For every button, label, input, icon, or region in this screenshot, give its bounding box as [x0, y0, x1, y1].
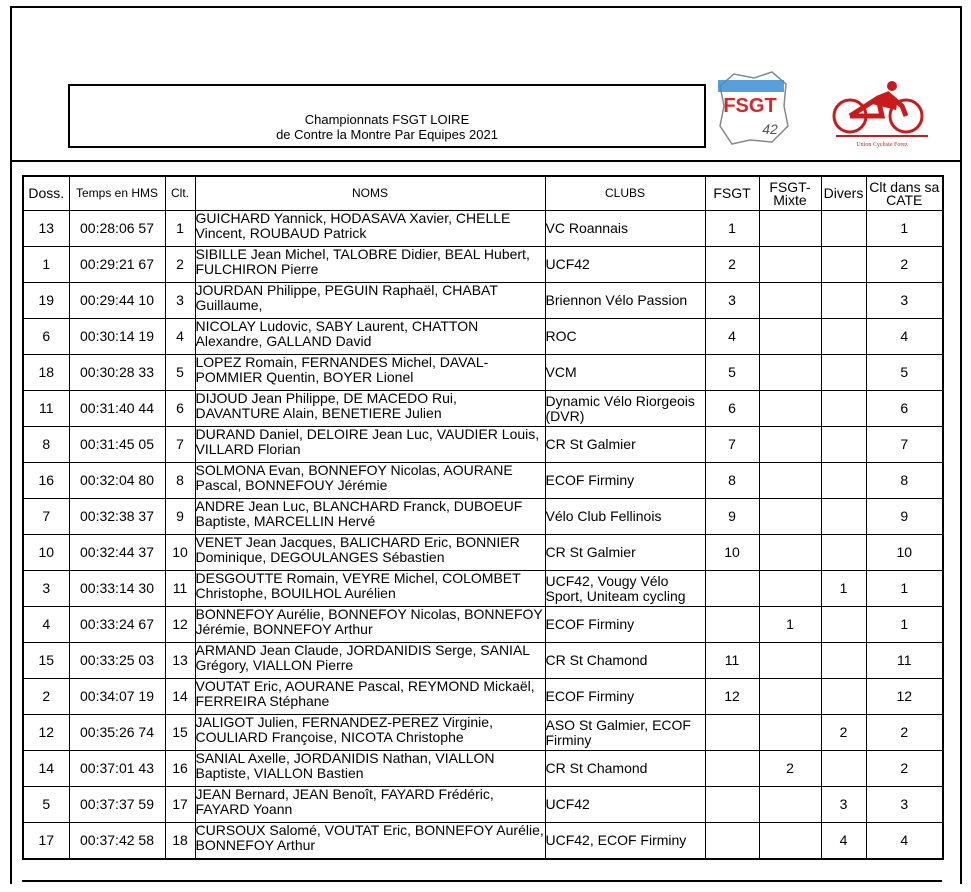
cell-noms: ANDRE Jean Luc, BLANCHARD Franck, DUBOEUF Baptiste, MARCELLIN Hervé — [195, 499, 545, 535]
table-row — [23, 787, 943, 823]
fsgt-logo — [714, 66, 792, 148]
cell-noms: JEAN Bernard, JEAN Benoît, FAYARD Frédéric, FAYARD Yoann — [195, 787, 545, 823]
table-row — [23, 427, 943, 463]
cell-fsgt-mixte — [759, 715, 821, 751]
cell-noms: LOPEZ Romain, FERNANDES Michel, DAVAL-POMMIER Quentin, BOYER Lionel — [195, 355, 545, 391]
cell-fsgt-mixte — [759, 643, 821, 679]
cell-doss: 5 — [23, 787, 69, 823]
cell-clt: 5 — [165, 355, 195, 391]
cell-fsgt-mixte — [759, 211, 821, 247]
cell-fsgt-mixte — [759, 679, 821, 715]
ucf-logo — [828, 76, 934, 150]
cell-cate: 8 — [866, 463, 943, 499]
cell-doss: 6 — [23, 319, 69, 355]
cell-club: Briennon Vélo Passion — [545, 283, 705, 319]
bottom-border — [22, 880, 942, 882]
cell-club: UCF42 — [545, 247, 705, 283]
cell-divers — [821, 427, 866, 463]
table-row — [23, 679, 943, 715]
cell-cate: 1 — [866, 211, 943, 247]
cell-fsgt: 6 — [705, 391, 759, 427]
cell-fsgt: 3 — [705, 283, 759, 319]
cell-fsgt-mixte — [759, 391, 821, 427]
cell-noms: DIJOUD Jean Philippe, DE MACEDO Rui, DAVANTURE Alain, BENETIERE Julien — [195, 391, 545, 427]
cell-divers — [821, 355, 866, 391]
cell-club: Vélo Club Fellinois — [545, 499, 705, 535]
title-line-1: Championnats FSGT LOIRE — [304, 112, 470, 127]
cell-club: CR St Chamond — [545, 643, 705, 679]
cell-temps: 00:32:04 80 — [69, 463, 165, 499]
cell-cate: 3 — [866, 283, 943, 319]
fsgt-logo-text: FSGT — [723, 95, 777, 117]
table-row — [23, 355, 943, 391]
cell-divers — [821, 391, 866, 427]
cell-temps: 00:29:21 67 — [69, 247, 165, 283]
cell-noms: VOUTAT Eric, AOURANE Pascal, REYMOND Mickaël, FERREIRA Stéphane — [195, 679, 545, 715]
cell-doss: 4 — [23, 607, 69, 643]
title-line-2: de Contre la Montre Par Equipes 2021 — [276, 127, 498, 142]
table-row — [23, 715, 943, 751]
cell-clt: 8 — [165, 463, 195, 499]
cell-fsgt: 9 — [705, 499, 759, 535]
cell-cate: 1 — [866, 607, 943, 643]
cell-noms: GUICHARD Yannick, HODASAVA Xavier, CHELLE Vincent, ROUBAUD Patrick — [195, 211, 545, 247]
cell-noms: BONNEFOY Aurélie, BONNEFOY Nicolas, BONNEFOY Jérémie, BONNEFOY Arthur — [195, 607, 545, 643]
cell-cate: 2 — [866, 715, 943, 751]
cell-fsgt-mixte — [759, 319, 821, 355]
cell-club: ROC — [545, 319, 705, 355]
table-row — [23, 571, 943, 607]
cell-doss: 2 — [23, 679, 69, 715]
cell-divers — [821, 643, 866, 679]
fsgt-logo-number: 42 — [762, 121, 778, 137]
cell-temps: 00:32:38 37 — [69, 499, 165, 535]
cell-fsgt: 1 — [705, 211, 759, 247]
col-header-doss: Doss. — [23, 176, 69, 211]
cell-fsgt: 4 — [705, 319, 759, 355]
cell-club: CR St Chamond — [545, 751, 705, 787]
col-header-clubs: CLUBS — [545, 176, 705, 211]
cell-fsgt — [705, 823, 759, 860]
cell-club: ECOF Firminy — [545, 679, 705, 715]
cell-noms: NICOLAY Ludovic, SABY Laurent, CHATTON Alexandre, GALLAND David — [195, 319, 545, 355]
cell-noms: JOURDAN Philippe, PEGUIN Raphaël, CHABAT Guillaume, — [195, 283, 545, 319]
cell-noms: CURSOUX Salomé, VOUTAT Eric, BONNEFOY Aurélie, BONNEFOY Arthur — [195, 823, 545, 860]
col-header-clt: Clt. — [165, 176, 195, 211]
table-row — [23, 247, 943, 283]
cell-cate: 4 — [866, 823, 943, 860]
table-row — [23, 463, 943, 499]
cell-doss: 15 — [23, 643, 69, 679]
cell-doss: 13 — [23, 211, 69, 247]
cell-clt: 13 — [165, 643, 195, 679]
cell-doss: 7 — [23, 499, 69, 535]
cell-club: ECOF Firminy — [545, 607, 705, 643]
cell-temps: 00:30:28 33 — [69, 355, 165, 391]
cell-club: VC Roannais — [545, 211, 705, 247]
cell-club: VCM — [545, 355, 705, 391]
cell-fsgt — [705, 751, 759, 787]
cell-divers — [821, 247, 866, 283]
cell-fsgt-mixte — [759, 535, 821, 571]
cell-doss: 3 — [23, 571, 69, 607]
cell-noms: SANIAL Axelle, JORDANIDIS Nathan, VIALLON Baptiste, VIALLON Bastien — [195, 751, 545, 787]
cell-cate: 9 — [866, 499, 943, 535]
cell-fsgt-mixte — [759, 283, 821, 319]
cell-fsgt-mixte — [759, 427, 821, 463]
col-header-fsgt: FSGT — [705, 176, 759, 211]
cell-club: UCF42, ECOF Firminy — [545, 823, 705, 860]
cell-fsgt-mixte: 1 — [759, 607, 821, 643]
cell-club: Dynamic Vélo Riorgeois (DVR) — [545, 391, 705, 427]
cell-doss: 12 — [23, 715, 69, 751]
cell-clt: 7 — [165, 427, 195, 463]
cell-clt: 9 — [165, 499, 195, 535]
cell-divers: 3 — [821, 787, 866, 823]
col-header-fsgt-mixte: FSGT-Mixte — [759, 176, 821, 211]
cell-cate: 12 — [866, 679, 943, 715]
cell-club: CR St Galmier — [545, 427, 705, 463]
cell-club: ECOF Firminy — [545, 463, 705, 499]
cell-divers — [821, 499, 866, 535]
cell-doss: 17 — [23, 823, 69, 860]
cell-noms: SIBILLE Jean Michel, TALOBRE Didier, BEAL Hubert, FULCHIRON Pierre — [195, 247, 545, 283]
table-row — [23, 751, 943, 787]
cell-divers — [821, 607, 866, 643]
cell-cate: 6 — [866, 391, 943, 427]
cell-divers — [821, 535, 866, 571]
cell-fsgt-mixte — [759, 355, 821, 391]
cell-cate: 11 — [866, 643, 943, 679]
cell-temps: 00:35:26 74 — [69, 715, 165, 751]
cell-fsgt-mixte — [759, 787, 821, 823]
col-header-temps: Temps en HMS — [69, 176, 165, 211]
cell-temps: 00:34:07 19 — [69, 679, 165, 715]
results-table — [22, 175, 944, 860]
cell-cate: 7 — [866, 427, 943, 463]
cell-fsgt — [705, 571, 759, 607]
cell-clt: 10 — [165, 535, 195, 571]
cell-clt: 17 — [165, 787, 195, 823]
cell-clt: 15 — [165, 715, 195, 751]
cell-clt: 18 — [165, 823, 195, 860]
table-row — [23, 319, 943, 355]
cell-temps: 00:28:06 57 — [69, 211, 165, 247]
cell-fsgt: 7 — [705, 427, 759, 463]
cell-cate: 2 — [866, 751, 943, 787]
cell-club: CR St Galmier — [545, 535, 705, 571]
cell-temps: 00:30:14 19 — [69, 319, 165, 355]
cell-clt: 2 — [165, 247, 195, 283]
ucf-logo-text: Union Cycliste Forez — [856, 142, 908, 148]
cell-temps: 00:33:24 67 — [69, 607, 165, 643]
cell-fsgt: 5 — [705, 355, 759, 391]
cell-fsgt-mixte — [759, 247, 821, 283]
cell-cate: 3 — [866, 787, 943, 823]
cell-temps: 00:37:01 43 — [69, 751, 165, 787]
cell-temps: 00:31:40 44 — [69, 391, 165, 427]
cell-cate: 10 — [866, 535, 943, 571]
col-header-cate: Clt dans sa CATE — [866, 176, 943, 211]
cell-cate: 4 — [866, 319, 943, 355]
cell-fsgt-mixte — [759, 823, 821, 860]
cell-fsgt-mixte — [759, 463, 821, 499]
cell-cate: 1 — [866, 571, 943, 607]
cell-divers — [821, 319, 866, 355]
cell-doss: 1 — [23, 247, 69, 283]
cell-divers — [821, 463, 866, 499]
cell-cate: 2 — [866, 247, 943, 283]
cell-clt: 11 — [165, 571, 195, 607]
cell-fsgt — [705, 715, 759, 751]
cell-fsgt: 12 — [705, 679, 759, 715]
cell-divers — [821, 211, 866, 247]
cell-clt: 6 — [165, 391, 195, 427]
cell-noms: DESGOUTTE Romain, VEYRE Michel, COLOMBET Christophe, BOUILHOL Aurélien — [195, 571, 545, 607]
cell-noms: DURAND Daniel, DELOIRE Jean Luc, VAUDIER Louis, VILLARD Florian — [195, 427, 545, 463]
cell-doss: 14 — [23, 751, 69, 787]
cell-fsgt-mixte — [759, 499, 821, 535]
table-row — [23, 607, 943, 643]
table-row — [23, 823, 943, 860]
cell-club: ASO St Galmier, ECOF Firminy — [545, 715, 705, 751]
cell-doss: 10 — [23, 535, 69, 571]
cell-fsgt — [705, 787, 759, 823]
cell-fsgt: 8 — [705, 463, 759, 499]
cell-divers: 1 — [821, 571, 866, 607]
header-divider — [12, 160, 962, 162]
table-row — [23, 643, 943, 679]
cell-doss: 16 — [23, 463, 69, 499]
cell-doss: 19 — [23, 283, 69, 319]
cell-doss: 11 — [23, 391, 69, 427]
cell-noms: ARMAND Jean Claude, JORDANIDIS Serge, SANIAL Grégory, VIALLON Pierre — [195, 643, 545, 679]
col-header-noms: NOMS — [195, 176, 545, 211]
cell-temps: 00:33:14 30 — [69, 571, 165, 607]
cell-noms: JALIGOT Julien, FERNANDEZ-PEREZ Virginie, COULIARD Françoise, NICOTA Christophe — [195, 715, 545, 751]
cell-fsgt — [705, 607, 759, 643]
cell-divers — [821, 283, 866, 319]
cell-fsgt-mixte — [759, 571, 821, 607]
cell-fsgt: 11 — [705, 643, 759, 679]
cell-temps: 00:37:42 58 — [69, 823, 165, 860]
cell-fsgt: 2 — [705, 247, 759, 283]
cell-noms: SOLMONA Evan, BONNEFOY Nicolas, AOURANE Pascal, BONNEFOUY Jérémie — [195, 463, 545, 499]
table-row — [23, 283, 943, 319]
cell-divers: 4 — [821, 823, 866, 860]
table-row — [23, 499, 943, 535]
cell-divers — [821, 679, 866, 715]
cell-clt: 16 — [165, 751, 195, 787]
cell-doss: 18 — [23, 355, 69, 391]
cell-doss: 8 — [23, 427, 69, 463]
cell-clt: 1 — [165, 211, 195, 247]
cell-fsgt-mixte: 2 — [759, 751, 821, 787]
table-row — [23, 535, 943, 571]
table-row — [23, 391, 943, 427]
cell-club: UCF42 — [545, 787, 705, 823]
header-row — [23, 176, 943, 211]
cell-divers — [821, 751, 866, 787]
cell-noms: VENET Jean Jacques, BALICHARD Eric, BONNIER Dominique, DEGOULANGES Sébastien — [195, 535, 545, 571]
cell-clt: 14 — [165, 679, 195, 715]
cell-cate: 5 — [866, 355, 943, 391]
cell-divers: 2 — [821, 715, 866, 751]
cell-temps: 00:37:37 59 — [69, 787, 165, 823]
cell-temps: 00:31:45 05 — [69, 427, 165, 463]
cell-temps: 00:32:44 37 — [69, 535, 165, 571]
cell-clt: 4 — [165, 319, 195, 355]
cell-clt: 3 — [165, 283, 195, 319]
table-row — [23, 211, 943, 247]
title-box — [68, 84, 706, 148]
cell-club: UCF42, Vougy Vélo Sport, Uniteam cycling — [545, 571, 705, 607]
cell-fsgt: 10 — [705, 535, 759, 571]
col-header-divers: Divers — [821, 176, 866, 211]
cell-clt: 12 — [165, 607, 195, 643]
cell-temps: 00:29:44 10 — [69, 283, 165, 319]
cell-temps: 00:33:25 03 — [69, 643, 165, 679]
